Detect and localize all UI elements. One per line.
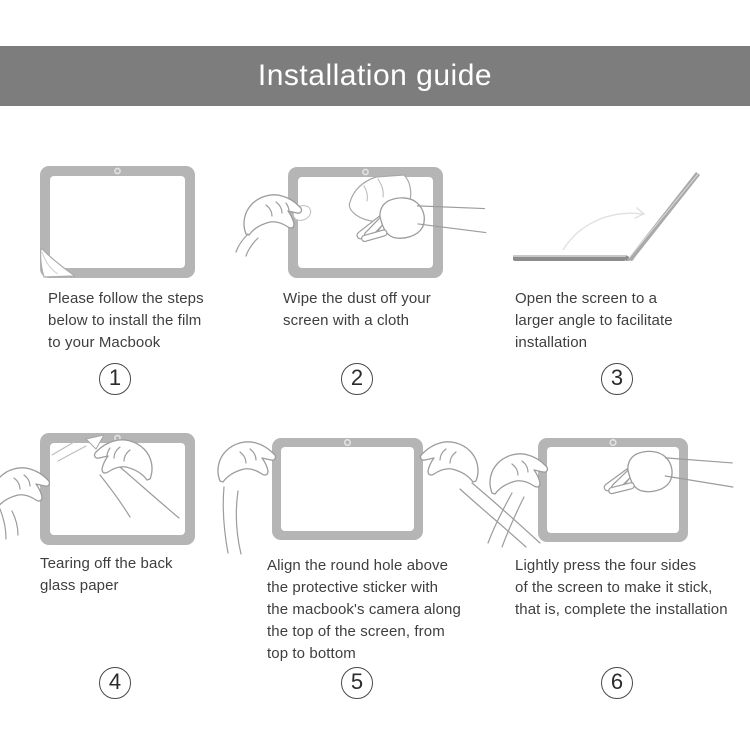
tablet-device	[40, 166, 195, 278]
caption-line: Please follow the steps	[48, 290, 204, 307]
caption-line: screen with a cloth	[283, 312, 410, 329]
caption-line: the protective sticker with	[267, 579, 439, 596]
step-number: 5	[350, 669, 364, 694]
caption-line: installation	[515, 334, 588, 351]
step-6-caption	[515, 555, 728, 621]
step-number: 3	[610, 365, 624, 390]
step-6-number-badge	[601, 667, 633, 699]
step-4-number-badge	[99, 667, 131, 699]
step-2-caption	[283, 288, 431, 332]
step-number: 4	[108, 669, 122, 694]
caption-line: glass paper	[40, 577, 119, 594]
caption-line: to your Macbook	[48, 334, 161, 351]
caption-line: Wipe the dust off your	[283, 290, 431, 307]
rotation-arrow-icon	[563, 208, 644, 250]
step-5-caption	[267, 555, 461, 665]
step-3-illustration	[503, 156, 733, 271]
page-title: Installation guide	[257, 59, 493, 92]
caption-line: Open the screen to a	[515, 290, 658, 307]
step-6-illustration	[468, 425, 750, 558]
caption-line: below to install the film	[48, 312, 202, 329]
header-bar	[0, 46, 750, 106]
step-number: 6	[610, 669, 624, 694]
caption-line: the macbook's camera along	[267, 601, 461, 618]
step-4-caption	[40, 553, 173, 597]
caption-line: of the screen to make it stick,	[515, 579, 713, 596]
left-hand-icon	[218, 442, 275, 554]
step-number: 1	[108, 365, 122, 390]
caption-line: top to bottom	[267, 645, 356, 662]
caption-line: the top of the screen, from	[267, 623, 445, 640]
step-2-number-badge	[341, 363, 373, 395]
step-4-illustration	[0, 425, 250, 560]
step-2-illustration	[236, 156, 488, 286]
step-5-number-badge	[341, 667, 373, 699]
tablet-device	[272, 438, 423, 540]
caption-line: Align the round hole above	[267, 557, 449, 574]
step-1-caption	[48, 288, 204, 354]
caption-line: larger angle to facilitate	[515, 312, 673, 329]
step-3-caption	[515, 288, 673, 354]
step-1-number-badge	[99, 363, 131, 395]
caption-line: that is, complete the installation	[515, 601, 728, 618]
step-number: 2	[350, 365, 364, 390]
caption-line: Lightly press the four sides	[515, 557, 697, 574]
step-3-number-badge	[601, 363, 633, 395]
step-1-illustration	[28, 160, 208, 285]
caption-line: Tearing off the back	[40, 555, 173, 572]
